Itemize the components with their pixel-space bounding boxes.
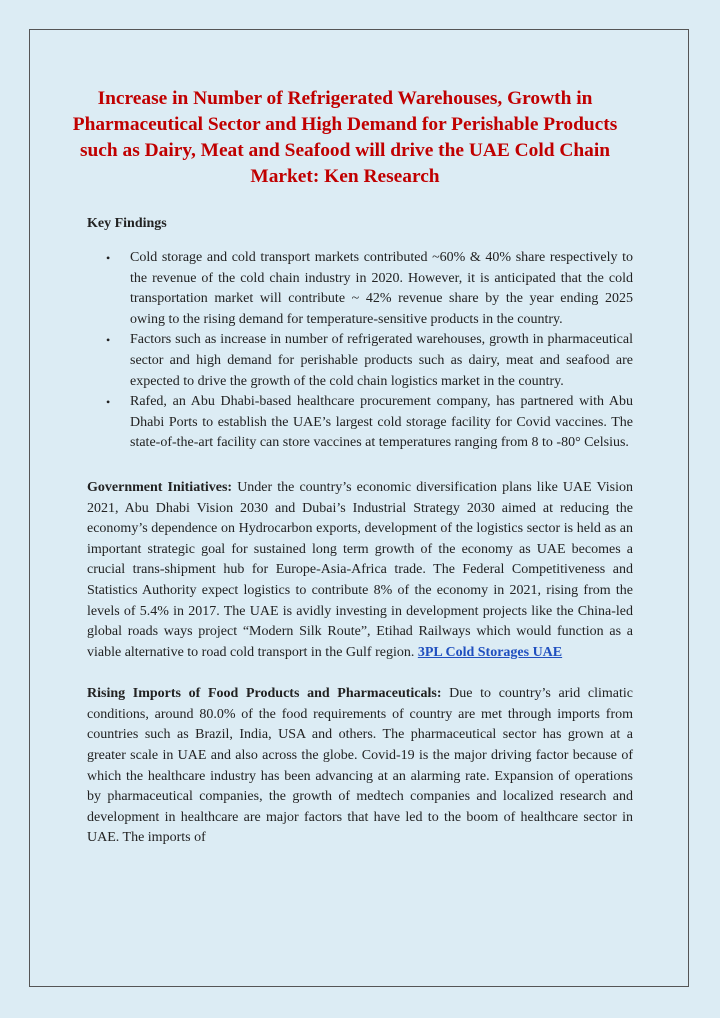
3pl-cold-storages-link[interactable]: 3PL Cold Storages UAE	[417, 644, 563, 660]
key-findings-list	[57, 248, 633, 454]
rising-imports-text: Due to country’s arid climatic conditions, around 80.0% of the food requirements of country are met through imports from countries such as Brazil, India, USA and others. The pharmaceutical sector has grown at a greater scale in UAE and also across the globe. Covid-19 is the major driving factor because of which the healthcare industry has been advancing at an alarming rate. Expansion of operations by pharmaceutical companies, the growth of medtech companies and localized research and development in healthcare are major factors that have led to the boom of healthcare sector in UAE. The imports of	[87, 686, 633, 846]
government-initiatives-text: Under the country’s economic diversification plans like UAE Vision 2021, Abu Dhabi Vision 2030 and Dubai’s Industrial Strategy 2030 aimed at reducing the economy’s dependence on Hydrocarbon exports, development of the logistics sector is held as an important strategic goal for sustained long term growth of the economy as UAE becomes a crucial trans-shipment hub for Europe-Asia-Africa trade. The Federal Competitiveness and Statistics Authority expect logistics to contribute 8% of the economy in 2021, rising from the levels of 5.4% in 2017. The UAE is avidly investing in development projects like the China-led global roads ways project “Modern Silk Route”, Etihad Railways which would function as a viable alternative to road cold transport in the Gulf region.	[87, 479, 634, 660]
rising-imports-paragraph	[57, 684, 633, 849]
government-initiatives-paragraph	[57, 478, 633, 663]
bullet-icon: •	[106, 395, 111, 410]
list-item	[106, 330, 633, 392]
rising-imports-heading: Rising Imports of Food Products and Pharmaceuticals:	[87, 686, 442, 702]
finding-text: Cold storage and cold transport markets contributed ~60% & 40% share respectively to the revenue of the cold chain industry in 2020. However, it is anticipated that the cold transportation market will contribute ~ 42% revenue share by the year ending 2025 owing to the rising demand for temperature-sensitive products in the country.	[130, 250, 633, 327]
bullet-icon: •	[106, 333, 111, 348]
list-item	[106, 392, 633, 454]
finding-text: Rafed, an Abu Dhabi-based healthcare procurement company, has partnered with Abu Dhabi Ports to establish the UAE’s largest cold storage facility for Covid vaccines. The state-of-the-art facility can store vaccines at temperatures ranging from 8 to -80° Celsius.	[130, 394, 633, 451]
document-title: Increase in Number of Refrigerated Warehouses, Growth in Pharmaceutical Sector and High Demand for Perishable Products such as Dairy, Meat and Seafood will drive the UAE Cold Chain Market: Ken Research	[72, 88, 618, 187]
key-findings-heading: Key Findings	[87, 216, 167, 231]
government-initiatives-heading: Government Initiatives:	[87, 479, 233, 495]
bullet-icon: •	[106, 251, 111, 265]
document-content	[57, 86, 633, 849]
list-item	[106, 248, 633, 330]
finding-text: Factors such as increase in number of refrigerated warehouses, growth in pharmaceutical sector and high demand for perishable products such as dairy, meat and seafood are expected to drive the growth of the cold chain logistics market in the country.	[130, 332, 633, 389]
